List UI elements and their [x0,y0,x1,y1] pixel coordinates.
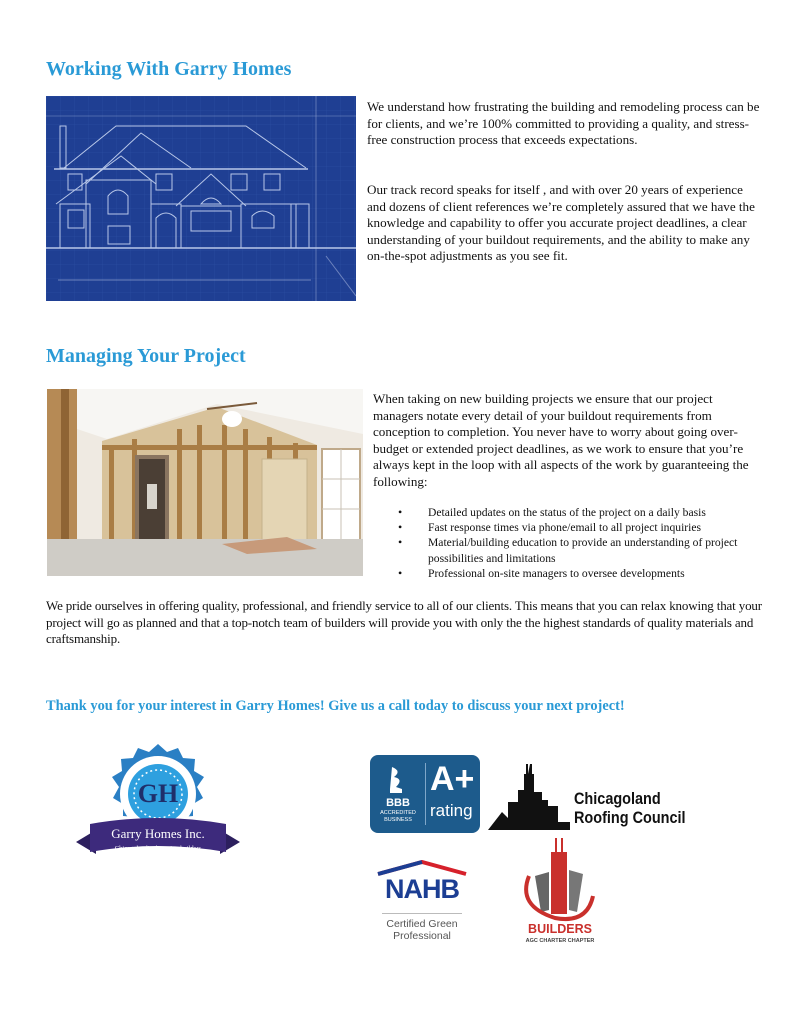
track-record-paragraph: Our track record speaks for itself , and with over 20 years of experience and dozens of client references we’re completely assured that we have the knowledge and capability to offer you accurate project deadlines, a clear understanding of your buildout requirements, and the ability to make any on-the-spot adjustments as you see fit. [367,182,755,264]
renovation-image [47,389,363,576]
crc-line1: Chicagoland [574,789,661,808]
chicagoland-roofing-council-logo [488,762,698,834]
bbb-divider [425,763,426,825]
skyline-icon [488,762,570,832]
garry-homes-logo [72,742,244,872]
blueprint-image [46,96,356,301]
garry-name: Garry Homes Inc. [111,826,205,841]
thank-you-callout: Thank you for your interest in Garry Homes! Give us a call today to discuss your next project! [46,698,625,714]
managing-paragraph: When taking on new building projects we ensure that our project managers notate every detail of your buildout requirements from conception to completion. You never have to worry about going over-budget or extended project deadlines, as we work to ensure that you’re always kept in the loop with all aspects of the work by guaranteeing the following: [373,391,749,489]
bbb-business: BUSINESS [384,817,412,823]
garry-monogram: GH [137,779,179,808]
blueprint-house-illustration [46,96,356,301]
section-heading-managing: Managing Your Project [46,345,246,367]
interior-framing-illustration [47,389,363,576]
bbb-grade: A+ [430,760,475,798]
list-item: • Material/building education to provide an understanding of project possibilities and limitations [398,535,763,565]
garry-homes-seal [72,742,244,872]
list-item: • Detailed updates on the status of the project on a daily basis [398,505,763,520]
nahb-certified-green-logo [372,860,472,950]
garry-tagline: Chicagoland's champion builders [114,845,202,852]
builders-title: BUILDERS [528,922,592,936]
guarantee-list [398,505,763,581]
nahb-line1: Certified Green [386,918,458,930]
list-item: • Fast response times via phone/email to all project inquiries [398,520,763,535]
bbb-torch-icon [384,765,410,795]
builders-subtitle: AGC CHARTER CHAPTER [525,938,595,944]
nahb-line2: Professional [393,930,451,942]
bbb-accredited-logo [370,755,480,833]
builders-agc-logo [515,836,605,951]
nahb-mark: NAHB [385,874,459,904]
crc-line2: Roofing Council [574,808,686,827]
bbb-mark: BBB [386,797,410,809]
closing-paragraph: We pride ourselves in offering quality, professional, and friendly service to all of our clients. This means that you can relax knowing that your project will go as planned and that a top-notch team of builders will provide you with only the the highest standards of quality materials and craftsmanship. [46,598,762,647]
builders-tower-icon [515,836,605,922]
bbb-rating: rating [430,801,473,820]
section-heading-working: Working With Garry Homes [46,58,292,80]
list-item: • Professional on-site managers to oversee developments [398,566,763,581]
nahb-divider [382,913,462,914]
intro-paragraph: We understand how frustrating the building and remodeling process can be for clients, and we’re 100% committed to providing a quality, and stress-free construction process that exceeds expectations. [367,99,760,148]
bbb-accredited: ACCREDITED [380,810,416,816]
